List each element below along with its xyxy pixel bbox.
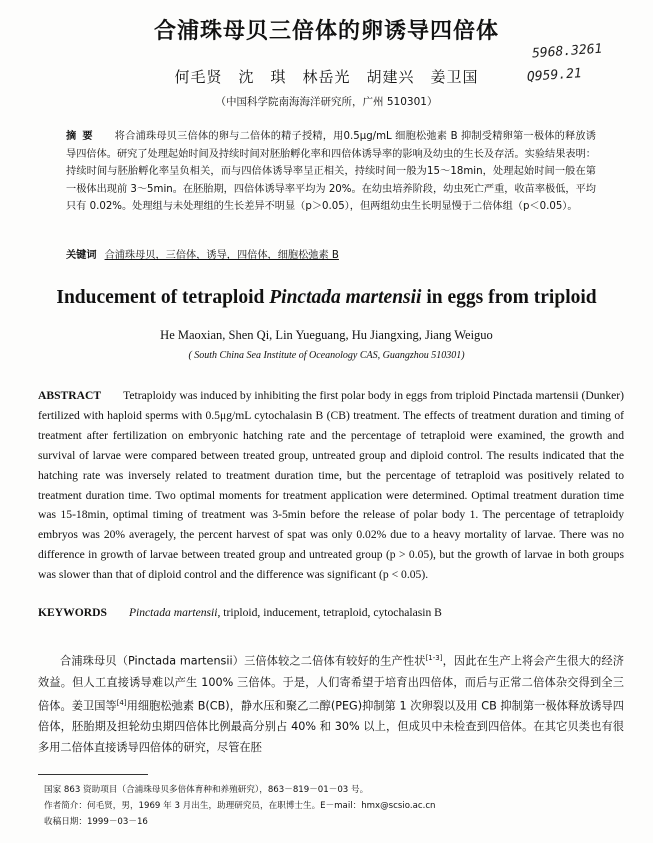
authors-cn: 何毛贤 沈 琪 林岳光 胡建兴 姜卫国 — [174, 68, 479, 86]
footnote-funding: 国家 863 资助项目（合浦珠母贝多倍体育种和养殖研究），863－819－01－03 号。 — [44, 785, 369, 795]
footnote-received: 收稿日期：1999－03－16 — [44, 817, 148, 827]
citation-ref-1: [1-3] — [425, 654, 443, 662]
keywords-cn-text: 合浦珠母贝，三倍体，诱导，四倍体，细胞松弛素 B — [104, 250, 339, 261]
abstract-en-text: Tetraploidy was induced by inhibiting the first polar body in eggs from triploid Pinctada martensii (Dunker) fertilized with haploid sperms with 0.5μg/mL cytochalasin B (CB) treatment. The effects of treatment duration and timing of treatment after fertilization on embryonic hatching rate and the percentage of tetraploid were examined, the growth and survival of larvae were compared between treated group, untreated group and diploid control. The results indicated that the hatching rate was inversely related to treatment duration time, but the percentage of tetraploid was positively related to treatment duration time. Two optimal moments for treatment application were determined. Optimal treatment duration time was 15-18min, optimal timing of treatment was 3-5min before the release of polar body 1. The percentage of tetraploidy embryos was 20% averagely, the percent harvest of spat was only 0.02% due to a heavy mortality of larvae. There was no difference in growth of larvae between treated group and untreated group (p > 0.05), but the growth of larvae in both groups was slower than that of diploid control and the difference was significant (p < 0.05). — [38, 389, 624, 582]
affiliation-en: ( South China Sea Institute of Oceanology CAS, Guangzhou 510301) — [188, 350, 465, 361]
title-cn: 合浦珠母贝三倍体的卵诱导四倍体 — [153, 19, 499, 44]
abstract-en — [38, 386, 624, 585]
title-en-before: Inducement of tetraploid — [56, 287, 270, 308]
body-part-3: 用细胞松弛素 B(CB)，静水压和聚乙二醇(PEG)抑制第 1 次卵裂以及用 CB 抑制第一极体释放诱导四倍体，胚胎期及担轮幼虫期四倍体比例最高分别占 40% 和 30% 以上，但成贝中未检查到四倍体。在其它贝类也有很多用二倍体直接诱导四倍体的研究，尽管在胚 — [38, 699, 624, 755]
keywords-en-label: KEYWORDS — [38, 606, 107, 619]
abstract-cn — [66, 128, 596, 216]
authors-en: He Maoxian, Shen Qi, Lin Yueguang, Hu Jiangxing, Jiang Weiguo — [160, 328, 493, 342]
affiliation-cn: （中国科学院南海海洋研究所，广州 510301） — [215, 96, 438, 108]
abstract-cn-label: 摘要 — [66, 131, 99, 142]
footnotes — [44, 782, 624, 830]
handwritten-note-2: Q959.21 — [526, 66, 583, 85]
footnote-divider — [38, 774, 148, 775]
body-part-2: ，因此在生产上将会产生很大的经济效益。但人工直接诱导难以产生 100% 三倍体。于是，人们寄希望于培育出四倍体，而后与正常二倍体杂交得到全三倍体。姜卫国等 — [38, 654, 624, 713]
title-en-species: Pinctada martensii — [269, 287, 422, 308]
handwritten-note-1: 5968.3261 — [531, 41, 603, 62]
abstract-en-label: ABSTRACT — [38, 389, 102, 402]
body-part-1: 合浦珠母贝（Pinctada martensii）三倍体较之二倍体有较好的生产性状 — [60, 654, 426, 668]
keywords-en — [38, 606, 624, 619]
keywords-cn-label: 关键词 — [66, 250, 97, 261]
citation-ref-2: [4] — [116, 698, 127, 707]
title-en — [0, 287, 653, 309]
body-paragraph — [38, 648, 624, 758]
footnote-author: 作者简介：何毛贤，男，1969 年 3 月出生，助理研究员，在职博士生。E－mail：hmx@scsio.ac.cn — [44, 801, 436, 811]
keywords-en-species: Pinctada martensii — [128, 606, 218, 619]
title-en-after: in eggs from triploid — [421, 287, 597, 308]
abstract-cn-text: 将合浦珠母贝三倍体的卵与二倍体的精子授精，用0.5μg/mL 细胞松弛素 B 抑制受精卵第一极体的释放诱导四倍体。研究了处理起始时间及持续时间对胚胎孵化率和四倍体诱导率的影响及幼虫的生长及存活。实验结果表明：持续时间与胚胎孵化率呈负相关，而与四倍体诱导率呈正相关，持续时间一般为15～18min，处理起始时间一般在第一极体出现前 3～5min。在胚胎期，四倍体诱导率平均为 20%。在幼虫培养阶段，幼虫死亡严重，收苗率极低，平均只有 0.02%。处理组与未处理组的生长差异不明显（p＞0.05），但两组幼虫生长明显慢于二倍体组（p＜0.05）。 — [66, 131, 596, 213]
keywords-en-rest: , triploid, inducement, tetraploid, cytochalasin B — [217, 606, 442, 619]
keywords-cn — [66, 246, 596, 261]
